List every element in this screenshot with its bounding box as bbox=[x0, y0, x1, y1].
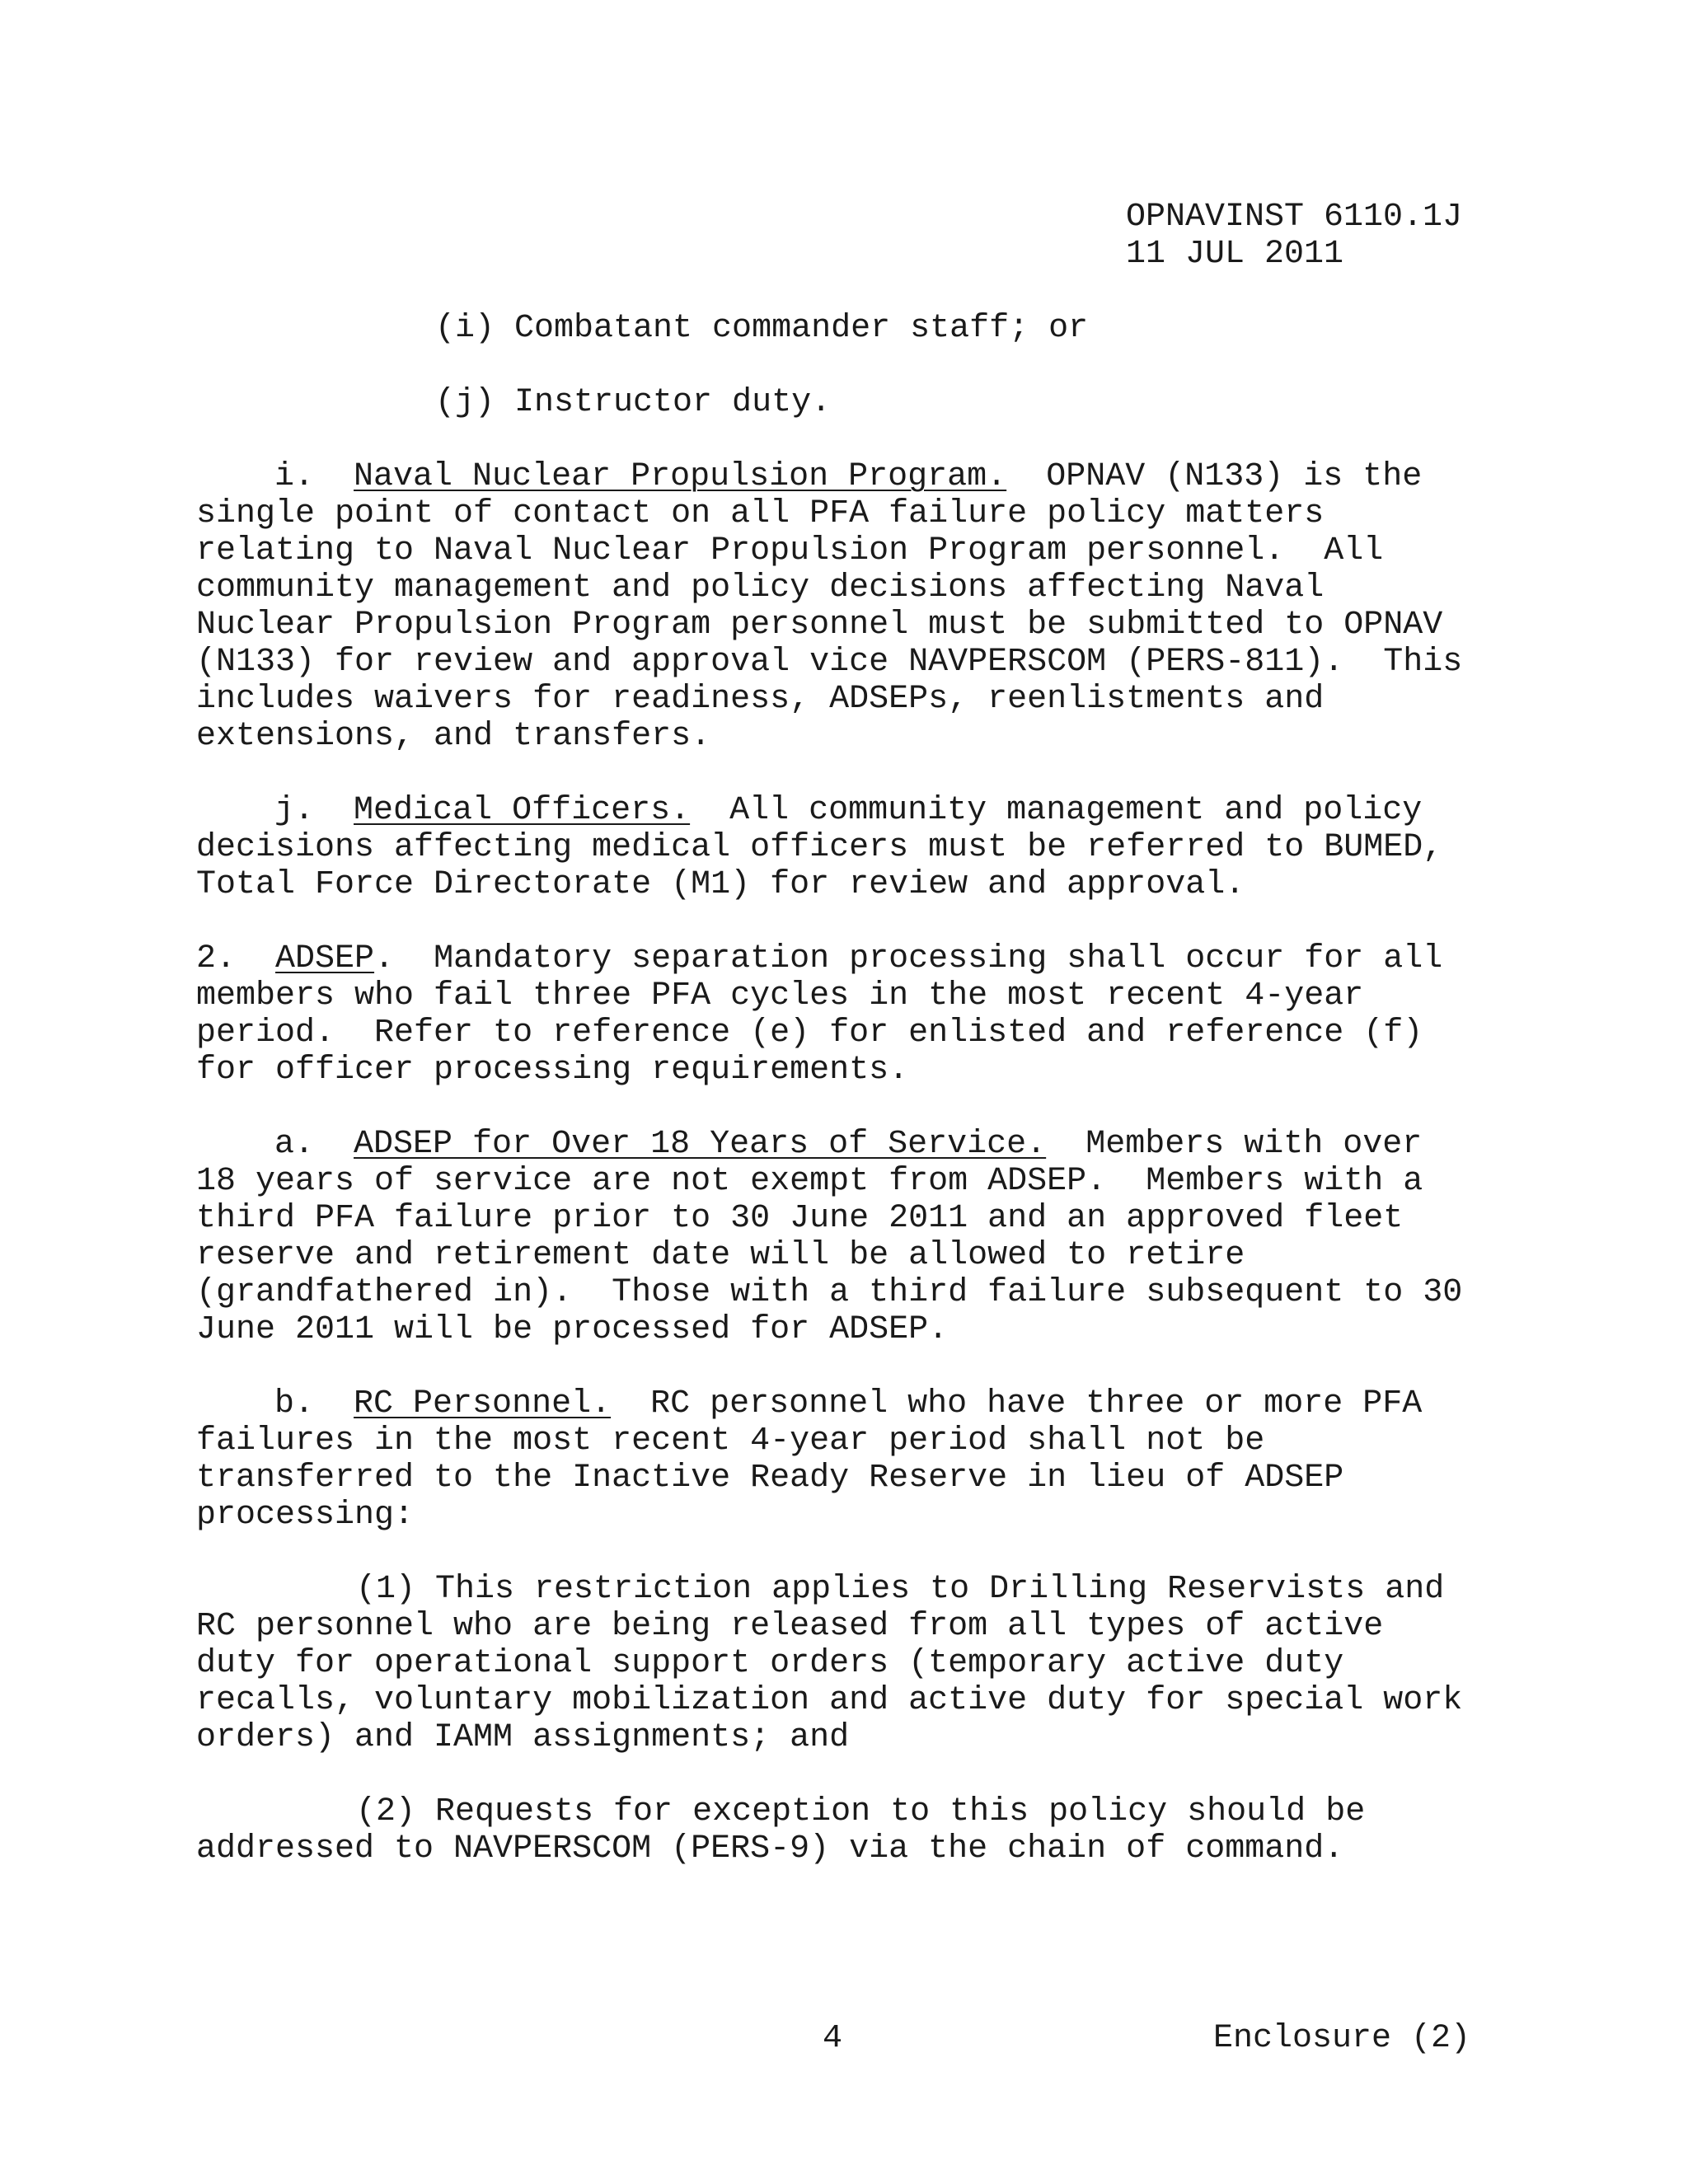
section-2-text: . Mandatory separation processing shall occur for all bbox=[374, 940, 1443, 977]
sub-1-line-5: orders) and IAMM assignments; and bbox=[196, 1719, 850, 1756]
para-i-line-7: includes waivers for readiness, ADSEPs, reenlistments and bbox=[196, 681, 1325, 718]
para-i-line-5: Nuclear Propulsion Program personnel must be submitted to OPNAV bbox=[196, 607, 1443, 644]
section-2-number: 2. bbox=[196, 940, 237, 977]
para-j-line-3: Total Force Directorate (M1) for review and approval. bbox=[196, 866, 1245, 903]
sub-1-line-1: (1) This restriction applies to Drilling Reservists and bbox=[356, 1571, 1445, 1608]
para-a-line-5: (grandfathered in). Those with a third failure subsequent to 30 bbox=[196, 1274, 1463, 1311]
sub-1-line-4: recalls, voluntary mobilization and active duty for special work bbox=[196, 1682, 1463, 1719]
para-a-line-4: reserve and retirement date will be allowed to retire bbox=[196, 1237, 1245, 1274]
section-2-title: ADSEP bbox=[275, 940, 375, 977]
para-b-text: RC personnel who have three or more PFA bbox=[650, 1385, 1423, 1422]
para-i-line-8: extensions, and transfers. bbox=[196, 718, 711, 755]
para-i-line-1 bbox=[274, 458, 1422, 495]
para-a-line-2: 18 years of service are not exempt from ADSEP. Members with a bbox=[196, 1163, 1423, 1200]
sub-1-line-2: RC personnel who are being released from all types of active bbox=[196, 1608, 1384, 1645]
item-instructor-duty: (j) Instructor duty. bbox=[435, 384, 832, 421]
para-b-line-1 bbox=[274, 1385, 1422, 1422]
para-b-line-3: transferred to the Inactive Ready Reserve in lieu of ADSEP bbox=[196, 1460, 1344, 1497]
para-b-line-4: processing: bbox=[196, 1497, 415, 1534]
para-b-line-2: failures in the most recent 4-year period shall not be bbox=[196, 1422, 1265, 1460]
sub-1-line-3: duty for operational support orders (temporary active duty bbox=[196, 1645, 1344, 1682]
para-a-label: a. bbox=[274, 1126, 315, 1163]
para-a-line-6: June 2011 will be processed for ADSEP. bbox=[196, 1311, 949, 1348]
section-2-line-3: period. Refer to reference (e) for enlisted and reference (f) bbox=[196, 1015, 1423, 1052]
para-i-label: i. bbox=[274, 458, 315, 495]
para-i-line-4: community management and policy decisions affecting Naval bbox=[196, 569, 1325, 607]
section-2-line-4: for officer processing requirements. bbox=[196, 1052, 909, 1089]
item-combatant-staff: (i) Combatant commander staff; or bbox=[435, 310, 1089, 347]
sub-2-line-1: (2) Requests for exception to this policy should be bbox=[356, 1793, 1366, 1830]
para-i-text: OPNAV (N133) is the bbox=[1046, 458, 1423, 495]
para-i-line-2: single point of contact on all PFA failure policy matters bbox=[196, 495, 1325, 532]
para-a-line-1 bbox=[274, 1126, 1422, 1163]
enclosure-label: Enclosure (2) bbox=[1213, 2020, 1471, 2057]
sub-2-line-2: addressed to NAVPERSCOM (PERS-9) via the chain of command. bbox=[196, 1830, 1344, 1868]
para-j-text: All community management and policy bbox=[729, 792, 1423, 829]
para-a-text: Members with over bbox=[1085, 1126, 1423, 1163]
section-2-line-1 bbox=[196, 940, 1442, 977]
para-j-line-1 bbox=[274, 792, 1422, 829]
para-b-label: b. bbox=[274, 1385, 315, 1422]
para-a-line-3: third PFA failure prior to 30 June 2011 and an approved fleet bbox=[196, 1200, 1404, 1237]
para-i-title: Naval Nuclear Propulsion Program. bbox=[354, 458, 1007, 495]
doc-date: 11 JUL 2011 bbox=[1126, 236, 1344, 273]
para-j-label: j. bbox=[274, 792, 315, 829]
page-number: 4 bbox=[823, 2020, 843, 2057]
para-j-title: Medical Officers. bbox=[354, 792, 691, 829]
doc-id: OPNAVINST 6110.1J bbox=[1126, 199, 1463, 236]
para-b-title: RC Personnel. bbox=[354, 1385, 612, 1422]
section-2-line-2: members who fail three PFA cycles in the most recent 4-year bbox=[196, 977, 1364, 1015]
para-a-title: ADSEP for Over 18 Years of Service. bbox=[354, 1126, 1047, 1163]
para-i-line-6: (N133) for review and approval vice NAVPERSCOM (PERS-811). This bbox=[196, 644, 1463, 681]
para-j-line-2: decisions affecting medical officers must be referred to BUMED, bbox=[196, 829, 1443, 866]
para-i-line-3: relating to Naval Nuclear Propulsion Program personnel. All bbox=[196, 532, 1384, 569]
